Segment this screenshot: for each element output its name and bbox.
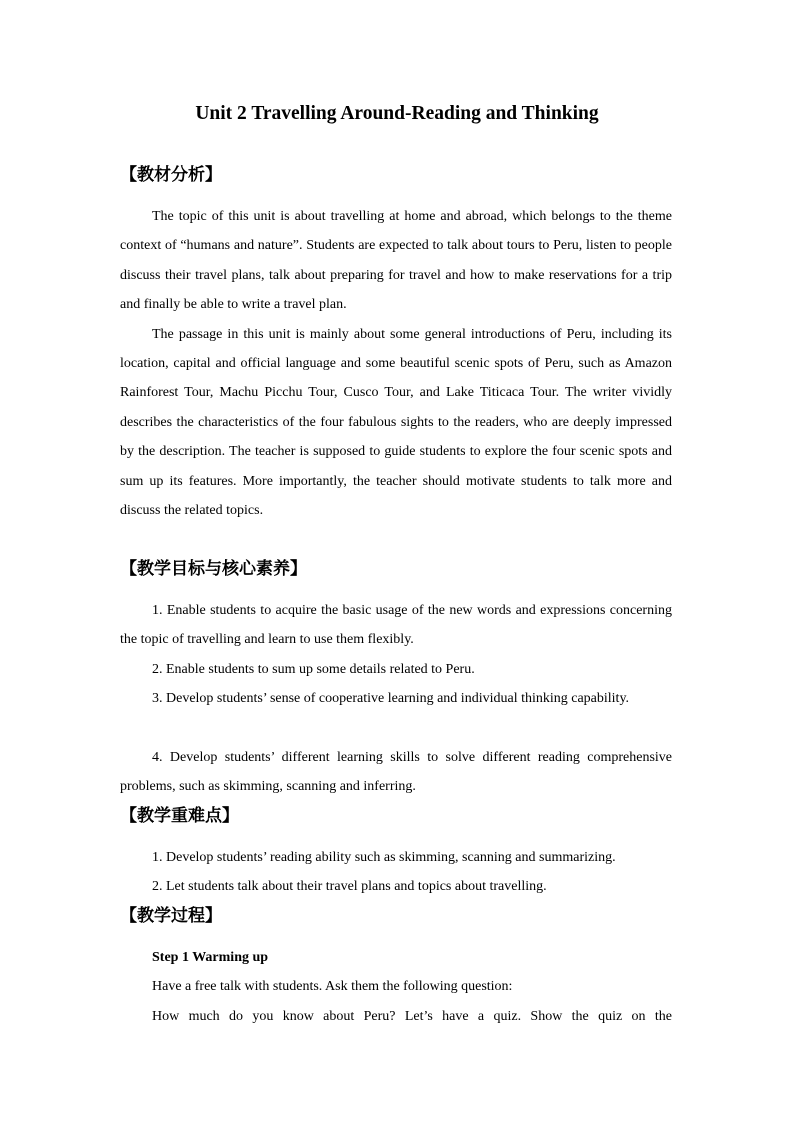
analysis-paragraph-2: The passage in this unit is mainly about some general introductions of Peru, including its location, capital and official language and some beautiful scenic spots of Peru, such as Amazon Rainforest Tour, Machu Picchu Tour, Cusco Tour, and Lake Titicaca Tour. The writer vividly describes the characteristics of the four fabulous sights to the readers, who are deeply impressed by the description. The teacher is supposed to guide students to explore the four scenic spots and sum up its features. More importantly, the teacher should motivate students to talk more and discuss the related topics.	[120, 326, 672, 519]
analysis-paragraph-1: The topic of this unit is about travelling at home and abroad, which belongs to the theme context of “humans and nature”. Students are expected to talk about tours to Peru, listen to people discuss their travel plans, talk about preparing for travel and how to make reservations for a trip and finally be able to write a travel plan.	[120, 209, 672, 313]
key-point-item-1: 1. Develop students’ reading ability such as skimming, scanning and summarizing.	[152, 850, 616, 865]
objective-item-1: 1. Enable students to acquire the basic usage of the new words and expressions concerning the topic of travelling and learn to use them flexibly.	[120, 603, 672, 648]
step-1-title: Step 1 Warming up	[152, 950, 269, 965]
key-point-item-2: 2. Let students talk about their travel plans and topics about travelling.	[152, 879, 547, 895]
document-title: Unit 2 Travelling Around-Reading and Thinking	[195, 103, 599, 124]
objective-item-2: 2. Enable students to sum up some details related to Peru.	[152, 661, 475, 677]
objective-item-4: 4. Develop students’ different learning skills to solve different reading comprehensive problems, such as skimming, scanning and inferring.	[120, 750, 672, 795]
heading-key-points: 【教学重难点】	[120, 806, 239, 826]
step-1-line-2: How much do you know about Peru? Let’s have a quiz. Show the quiz on the	[152, 1009, 672, 1024]
step-1-line-1: Have a free talk with students. Ask them the following question:	[152, 979, 513, 994]
objective-item-3: 3. Develop students’ sense of cooperative learning and individual thinking capability.	[152, 691, 630, 707]
heading-textbook-analysis: 【教材分析】	[120, 165, 222, 185]
heading-objectives: 【教学目标与核心素养】	[120, 559, 307, 579]
heading-teaching-process: 【教学过程】	[120, 906, 222, 926]
